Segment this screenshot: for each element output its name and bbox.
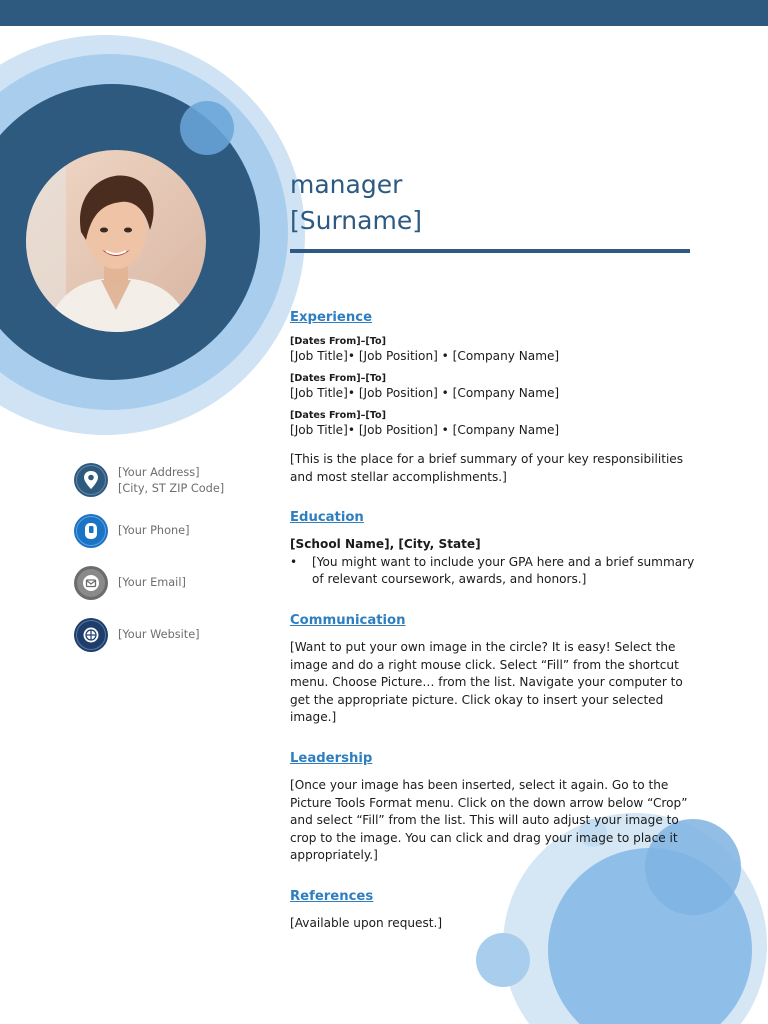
email-text: [Your Email]: [118, 576, 186, 589]
communication-heading: Communication: [290, 612, 406, 628]
name-line-1: manager: [290, 170, 403, 199]
profile-photo[interactable]: [26, 150, 206, 332]
education-bullet-item: [290, 554, 700, 589]
leadership-text: [Once your image has been inserted, select it again. Go to the Picture Tools Format menu. Click on the down arrow below “Crop” and select “Fill” from the list. This will auto adjust your image to crop to the image. You can click and drag your image to place it appropriately.]: [290, 777, 688, 863]
experience-summary: [This is the place for a brief summary of your key responsibilities and most stellar accomplishments.]: [290, 452, 684, 484]
location-pin-icon: [74, 463, 108, 497]
job-3-dates: [Dates From]–[To]: [290, 410, 387, 421]
school-name: [School Name], [City, State]: [290, 537, 481, 552]
email-icon: [74, 566, 108, 600]
job-3-details: [Job Title]• [Job Position] • [Company Name]: [290, 423, 560, 437]
communication-text: [Want to put your own image in the circle? It is easy! Select the image and do a right mouse click. Select “Fill” from the shortcut menu. Choose Picture… from the list. Navigate your computer to get the appropriate picture. Click okay to insert your selected image.]: [290, 639, 683, 725]
bottom-small-circle: [476, 933, 530, 987]
phone-text: [Your Phone]: [118, 524, 190, 537]
website-icon: [74, 618, 108, 652]
address-line-1: [Your Address]: [118, 466, 200, 479]
small-accent-circle: [180, 101, 234, 155]
phone-icon: [74, 514, 108, 548]
job-1-dates: [Dates From]–[To]: [290, 336, 387, 347]
leadership-heading: Leadership: [290, 750, 373, 766]
bullet-marker: •: [290, 554, 298, 569]
job-2-dates: [Dates From]–[To]: [290, 373, 387, 384]
references-section: [290, 887, 700, 933]
name-underline: [290, 249, 690, 253]
portrait-image: [26, 150, 206, 332]
name-line-2: [Surname]: [290, 206, 422, 235]
experience-heading: Experience: [290, 310, 373, 325]
education-heading: Education: [290, 510, 364, 526]
education-section: [290, 508, 700, 589]
address-line-2: [City, ST ZIP Code]: [118, 482, 225, 495]
job-1-details: [Job Title]• [Job Position] • [Company Name]: [290, 349, 560, 363]
resume-content: [290, 308, 700, 933]
experience-section: [290, 308, 700, 486]
website-text: [Your Website]: [118, 628, 200, 641]
job-2-details: [Job Title]• [Job Position] • [Company Name]: [290, 386, 560, 400]
education-note: [You might want to include your GPA here and a brief summary of relevant coursework, awards, and honors.]: [312, 554, 695, 587]
references-text: [Available upon request.]: [290, 915, 443, 930]
name-heading: [290, 167, 422, 239]
references-heading: References: [290, 888, 374, 904]
communication-section: [290, 611, 700, 727]
leadership-section: [290, 749, 700, 865]
